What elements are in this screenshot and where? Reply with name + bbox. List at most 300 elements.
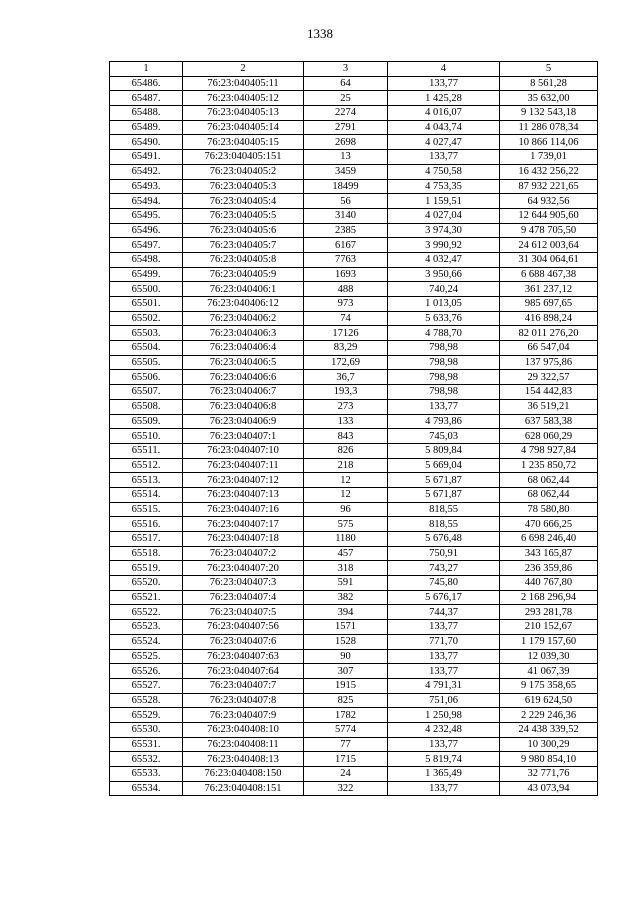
area-cell: 1528: [304, 634, 388, 649]
cadastral-number-cell: 76:23:040405:13: [183, 106, 304, 121]
table-row: [110, 223, 598, 238]
cadastral-value-cell: 43 073,94: [500, 781, 598, 796]
cadastral-value-cell: 82 011 276,20: [500, 326, 598, 341]
cadastral-value-cell: 416 898,24: [500, 311, 598, 326]
cadastral-number-cell: 76:23:040407:10: [183, 443, 304, 458]
cadastral-value-cell: 6 688 467,38: [500, 267, 598, 282]
cadastral-number-cell: 76:23:040407:63: [183, 649, 304, 664]
cadastral-value-cell: 1 739,01: [500, 150, 598, 165]
unit-value-cell: 5 669,04: [388, 458, 500, 473]
table-row: [110, 208, 598, 223]
area-cell: 96: [304, 502, 388, 517]
cadastral-number-cell: 76:23:040405:14: [183, 120, 304, 135]
row-number-cell: 65512.: [110, 458, 183, 473]
table-row: [110, 737, 598, 752]
table-row: [110, 752, 598, 767]
row-number-cell: 65518.: [110, 546, 183, 561]
unit-value-cell: 4 793,86: [388, 414, 500, 429]
row-number-cell: 65531.: [110, 737, 183, 752]
area-cell: 12: [304, 487, 388, 502]
area-cell: 394: [304, 605, 388, 620]
unit-value-cell: 1 159,51: [388, 194, 500, 209]
unit-value-cell: 5 633,76: [388, 311, 500, 326]
table-row: [110, 664, 598, 679]
area-cell: 6167: [304, 238, 388, 253]
area-cell: 1715: [304, 752, 388, 767]
table-row: [110, 546, 598, 561]
unit-value-cell: 818,55: [388, 502, 500, 517]
table-row: [110, 179, 598, 194]
unit-value-cell: 133,77: [388, 620, 500, 635]
row-number-cell: 65533.: [110, 767, 183, 782]
cadastral-number-cell: 76:23:040408:13: [183, 752, 304, 767]
cadastral-number-cell: 76:23:040405:6: [183, 223, 304, 238]
area-cell: 1782: [304, 708, 388, 723]
cadastral-value-cell: 10 866 114,06: [500, 135, 598, 150]
row-number-cell: 65498.: [110, 252, 183, 267]
row-number-cell: 65519.: [110, 561, 183, 576]
row-number-cell: 65494.: [110, 194, 183, 209]
cadastral-value-cell: 440 767,80: [500, 576, 598, 591]
unit-value-cell: 818,55: [388, 517, 500, 532]
area-cell: 457: [304, 546, 388, 561]
cadastral-number-cell: 76:23:040407:12: [183, 473, 304, 488]
area-cell: 7763: [304, 252, 388, 267]
cadastral-number-cell: 76:23:040407:8: [183, 693, 304, 708]
table-row: [110, 282, 598, 297]
unit-value-cell: 133,77: [388, 781, 500, 796]
cadastral-value-cell: 66 547,04: [500, 341, 598, 356]
row-number-cell: 65489.: [110, 120, 183, 135]
cadastral-number-cell: 76:23:040407:11: [183, 458, 304, 473]
table-row: [110, 341, 598, 356]
row-number-cell: 65526.: [110, 664, 183, 679]
cadastral-value-cell: 24 438 339,52: [500, 722, 598, 737]
cadastral-value-cell: 985 697,65: [500, 297, 598, 312]
cadastral-number-cell: 76:23:040406:12: [183, 297, 304, 312]
cadastral-value-cell: 8 561,28: [500, 76, 598, 91]
cadastral-number-cell: 76:23:040407:17: [183, 517, 304, 532]
cadastral-value-cell: 11 286 078,34: [500, 120, 598, 135]
unit-value-cell: 133,77: [388, 664, 500, 679]
cadastral-value-cell: 12 039,30: [500, 649, 598, 664]
unit-value-cell: 133,77: [388, 649, 500, 664]
table-row: [110, 576, 598, 591]
cadastral-value-cell: 2 229 246,36: [500, 708, 598, 723]
cadastral-value-cell: 236 359,86: [500, 561, 598, 576]
table-row: [110, 414, 598, 429]
cadastral-value-cell: 637 583,38: [500, 414, 598, 429]
table-row: [110, 517, 598, 532]
unit-value-cell: 4 027,04: [388, 208, 500, 223]
table-row: [110, 399, 598, 414]
area-cell: 25: [304, 91, 388, 106]
cadastral-value-cell: 2 168 296,94: [500, 590, 598, 605]
area-cell: 2385: [304, 223, 388, 238]
row-number-cell: 65486.: [110, 76, 183, 91]
row-number-cell: 65524.: [110, 634, 183, 649]
cadastral-number-cell: 76:23:040406:8: [183, 399, 304, 414]
cadastral-value-cell: 78 580,80: [500, 502, 598, 517]
table-row: [110, 238, 598, 253]
table-row: [110, 297, 598, 312]
row-number-cell: 65495.: [110, 208, 183, 223]
row-number-cell: 65490.: [110, 135, 183, 150]
unit-value-cell: 743,27: [388, 561, 500, 576]
cadastral-value-cell: 293 281,78: [500, 605, 598, 620]
area-cell: 322: [304, 781, 388, 796]
column-header: 1: [110, 62, 183, 77]
row-number-cell: 65530.: [110, 722, 183, 737]
unit-value-cell: 745,03: [388, 429, 500, 444]
unit-value-cell: 1 425,28: [388, 91, 500, 106]
row-number-cell: 65522.: [110, 605, 183, 620]
unit-value-cell: 133,77: [388, 150, 500, 165]
table-row: [110, 487, 598, 502]
cadastral-number-cell: 76:23:040408:150: [183, 767, 304, 782]
row-number-cell: 65487.: [110, 91, 183, 106]
cadastral-number-cell: 76:23:040407:5: [183, 605, 304, 620]
table-row: [110, 326, 598, 341]
cadastral-number-cell: 76:23:040406:6: [183, 370, 304, 385]
unit-value-cell: 5 676,17: [388, 590, 500, 605]
cadastral-value-cell: 36 519,21: [500, 399, 598, 414]
table-row: [110, 135, 598, 150]
area-cell: 973: [304, 297, 388, 312]
cadastral-number-cell: 76:23:040405:5: [183, 208, 304, 223]
unit-value-cell: 4 750,58: [388, 164, 500, 179]
table-row: [110, 311, 598, 326]
area-cell: 218: [304, 458, 388, 473]
cadastral-number-cell: 76:23:040405:2: [183, 164, 304, 179]
cadastral-value-cell: 16 432 256,22: [500, 164, 598, 179]
unit-value-cell: 740,24: [388, 282, 500, 297]
area-cell: 13: [304, 150, 388, 165]
cadastral-value-cell: 1 235 850,72: [500, 458, 598, 473]
table-row: [110, 473, 598, 488]
table-row: [110, 532, 598, 547]
table-row: [110, 781, 598, 796]
cadastral-value-cell: 12 644 905,60: [500, 208, 598, 223]
row-number-cell: 65527.: [110, 678, 183, 693]
row-number-cell: 65501.: [110, 297, 183, 312]
area-cell: 382: [304, 590, 388, 605]
row-number-cell: 65517.: [110, 532, 183, 547]
cadastral-number-cell: 76:23:040406:4: [183, 341, 304, 356]
table-row: [110, 443, 598, 458]
unit-value-cell: 5 809,84: [388, 443, 500, 458]
unit-value-cell: 744,37: [388, 605, 500, 620]
table-row: [110, 561, 598, 576]
cadastral-number-cell: 76:23:040407:18: [183, 532, 304, 547]
cadastral-number-cell: 76:23:040406:3: [183, 326, 304, 341]
row-number-cell: 65493.: [110, 179, 183, 194]
cadastral-value-cell: 10 300,29: [500, 737, 598, 752]
row-number-cell: 65509.: [110, 414, 183, 429]
cadastral-value-table: [109, 61, 598, 796]
table-row: [110, 355, 598, 370]
cadastral-number-cell: 76:23:040407:7: [183, 678, 304, 693]
cadastral-value-cell: 24 612 003,64: [500, 238, 598, 253]
cadastral-value-cell: 619 624,50: [500, 693, 598, 708]
unit-value-cell: 745,80: [388, 576, 500, 591]
table-row: [110, 120, 598, 135]
unit-value-cell: 5 676,48: [388, 532, 500, 547]
cadastral-value-cell: 137 975,86: [500, 355, 598, 370]
unit-value-cell: 4 016,07: [388, 106, 500, 121]
page-number: 1338: [307, 26, 333, 41]
row-number-cell: 65510.: [110, 429, 183, 444]
row-number-cell: 65521.: [110, 590, 183, 605]
area-cell: 843: [304, 429, 388, 444]
cadastral-number-cell: 76:23:040405:7: [183, 238, 304, 253]
cadastral-value-cell: 35 632,00: [500, 91, 598, 106]
cadastral-value-cell: 361 237,12: [500, 282, 598, 297]
area-cell: 575: [304, 517, 388, 532]
row-number-cell: 65513.: [110, 473, 183, 488]
table-row: [110, 649, 598, 664]
area-cell: 133: [304, 414, 388, 429]
row-number-cell: 65492.: [110, 164, 183, 179]
row-number-cell: 65491.: [110, 150, 183, 165]
cadastral-number-cell: 76:23:040408:151: [183, 781, 304, 796]
area-cell: 56: [304, 194, 388, 209]
cadastral-value-cell: 6 698 246,40: [500, 532, 598, 547]
table-row: [110, 634, 598, 649]
area-cell: 83,29: [304, 341, 388, 356]
row-number-cell: 65525.: [110, 649, 183, 664]
cadastral-value-cell: 41 067,39: [500, 664, 598, 679]
cadastral-number-cell: 76:23:040407:20: [183, 561, 304, 576]
unit-value-cell: 5 671,87: [388, 473, 500, 488]
row-number-cell: 65529.: [110, 708, 183, 723]
area-cell: 273: [304, 399, 388, 414]
table-row: [110, 252, 598, 267]
table-row: [110, 150, 598, 165]
area-cell: 307: [304, 664, 388, 679]
table-body: [110, 76, 598, 796]
table-row: [110, 164, 598, 179]
cadastral-number-cell: 76:23:040406:5: [183, 355, 304, 370]
area-cell: 1693: [304, 267, 388, 282]
row-number-cell: 65500.: [110, 282, 183, 297]
area-cell: 2274: [304, 106, 388, 121]
cadastral-number-cell: 76:23:040405:151: [183, 150, 304, 165]
cadastral-value-cell: 470 666,25: [500, 517, 598, 532]
cadastral-number-cell: 76:23:040407:64: [183, 664, 304, 679]
cadastral-number-cell: 76:23:040407:6: [183, 634, 304, 649]
area-cell: 825: [304, 693, 388, 708]
area-cell: 64: [304, 76, 388, 91]
cadastral-value-cell: 31 304 064,61: [500, 252, 598, 267]
area-cell: 90: [304, 649, 388, 664]
unit-value-cell: 750,91: [388, 546, 500, 561]
unit-value-cell: 798,98: [388, 370, 500, 385]
row-number-cell: 65507.: [110, 385, 183, 400]
cadastral-value-cell: 9 175 358,65: [500, 678, 598, 693]
cadastral-number-cell: 76:23:040407:3: [183, 576, 304, 591]
area-cell: 5774: [304, 722, 388, 737]
table-row: [110, 605, 598, 620]
cadastral-value-cell: 68 062,44: [500, 487, 598, 502]
table-row: [110, 693, 598, 708]
table-row: [110, 708, 598, 723]
cadastral-number-cell: 76:23:040407:16: [183, 502, 304, 517]
row-number-cell: 65523.: [110, 620, 183, 635]
cadastral-value-cell: 64 932,56: [500, 194, 598, 209]
area-cell: 1571: [304, 620, 388, 635]
table-row: [110, 458, 598, 473]
cadastral-value-cell: 87 932 221,65: [500, 179, 598, 194]
area-cell: 488: [304, 282, 388, 297]
cadastral-value-cell: 32 771,76: [500, 767, 598, 782]
cadastral-value-cell: 29 322,57: [500, 370, 598, 385]
unit-value-cell: 798,98: [388, 385, 500, 400]
cadastral-value-cell: 9 478 705,50: [500, 223, 598, 238]
cadastral-number-cell: 76:23:040405:15: [183, 135, 304, 150]
area-cell: 591: [304, 576, 388, 591]
row-number-cell: 65502.: [110, 311, 183, 326]
cadastral-number-cell: 76:23:040405:4: [183, 194, 304, 209]
column-header: 2: [183, 62, 304, 77]
area-cell: 3140: [304, 208, 388, 223]
unit-value-cell: 1 250,98: [388, 708, 500, 723]
cadastral-number-cell: 76:23:040406:7: [183, 385, 304, 400]
unit-value-cell: 4 791,31: [388, 678, 500, 693]
unit-value-cell: 3 974,30: [388, 223, 500, 238]
unit-value-cell: 4 032,47: [388, 252, 500, 267]
row-number-cell: 65504.: [110, 341, 183, 356]
area-cell: 193,3: [304, 385, 388, 400]
table-row: [110, 502, 598, 517]
row-number-cell: 65520.: [110, 576, 183, 591]
table-row: [110, 194, 598, 209]
row-number-cell: 65515.: [110, 502, 183, 517]
table-row: [110, 91, 598, 106]
cadastral-value-cell: 210 152,67: [500, 620, 598, 635]
table-row: [110, 678, 598, 693]
unit-value-cell: 771,70: [388, 634, 500, 649]
unit-value-cell: 751,06: [388, 693, 500, 708]
cadastral-number-cell: 76:23:040408:10: [183, 722, 304, 737]
cadastral-number-cell: 76:23:040407:1: [183, 429, 304, 444]
cadastral-number-cell: 76:23:040406:2: [183, 311, 304, 326]
area-cell: 1180: [304, 532, 388, 547]
row-number-cell: 65503.: [110, 326, 183, 341]
area-cell: 17126: [304, 326, 388, 341]
row-number-cell: 65511.: [110, 443, 183, 458]
row-number-cell: 65534.: [110, 781, 183, 796]
area-cell: 18499: [304, 179, 388, 194]
unit-value-cell: 4 232,48: [388, 722, 500, 737]
table-row: [110, 385, 598, 400]
area-cell: 318: [304, 561, 388, 576]
cadastral-number-cell: 76:23:040407:9: [183, 708, 304, 723]
table-row: [110, 106, 598, 121]
row-number-cell: 65532.: [110, 752, 183, 767]
row-number-cell: 65516.: [110, 517, 183, 532]
table-row: [110, 722, 598, 737]
unit-value-cell: 5 671,87: [388, 487, 500, 502]
cadastral-value-cell: 628 060,29: [500, 429, 598, 444]
area-cell: 1915: [304, 678, 388, 693]
row-number-cell: 65514.: [110, 487, 183, 502]
cadastral-number-cell: 76:23:040405:9: [183, 267, 304, 282]
row-number-cell: 65528.: [110, 693, 183, 708]
row-number-cell: 65508.: [110, 399, 183, 414]
unit-value-cell: 4 788,70: [388, 326, 500, 341]
area-cell: 12: [304, 473, 388, 488]
unit-value-cell: 3 950,66: [388, 267, 500, 282]
unit-value-cell: 798,98: [388, 355, 500, 370]
unit-value-cell: 3 990,92: [388, 238, 500, 253]
cadastral-number-cell: 76:23:040405:12: [183, 91, 304, 106]
table-row: [110, 267, 598, 282]
cadastral-number-cell: 76:23:040407:56: [183, 620, 304, 635]
cadastral-value-cell: 1 179 157,60: [500, 634, 598, 649]
area-cell: 2698: [304, 135, 388, 150]
unit-value-cell: 4 753,35: [388, 179, 500, 194]
unit-value-cell: 133,77: [388, 76, 500, 91]
column-header: 3: [304, 62, 388, 77]
cadastral-number-cell: 76:23:040407:2: [183, 546, 304, 561]
area-cell: 77: [304, 737, 388, 752]
area-cell: 74: [304, 311, 388, 326]
cadastral-number-cell: 76:23:040406:9: [183, 414, 304, 429]
unit-value-cell: 4 027,47: [388, 135, 500, 150]
cadastral-value-cell: 4 798 927,84: [500, 443, 598, 458]
area-cell: 2791: [304, 120, 388, 135]
row-number-cell: 65496.: [110, 223, 183, 238]
unit-value-cell: 1 365,49: [388, 767, 500, 782]
cadastral-number-cell: 76:23:040405:11: [183, 76, 304, 91]
area-cell: 826: [304, 443, 388, 458]
cadastral-value-cell: 68 062,44: [500, 473, 598, 488]
row-number-cell: 65505.: [110, 355, 183, 370]
cadastral-number-cell: 76:23:040406:1: [183, 282, 304, 297]
unit-value-cell: 133,77: [388, 737, 500, 752]
cadastral-number-cell: 76:23:040405:3: [183, 179, 304, 194]
column-header: 4: [388, 62, 500, 77]
table-row: [110, 620, 598, 635]
area-cell: 3459: [304, 164, 388, 179]
area-cell: 36,7: [304, 370, 388, 385]
unit-value-cell: 1 013,05: [388, 297, 500, 312]
table-row: [110, 767, 598, 782]
cadastral-value-cell: 9 980 854,10: [500, 752, 598, 767]
row-number-cell: 65497.: [110, 238, 183, 253]
table-header-row: [110, 62, 598, 77]
unit-value-cell: 798,98: [388, 341, 500, 356]
cadastral-number-cell: 76:23:040407:4: [183, 590, 304, 605]
table-row: [110, 370, 598, 385]
area-cell: 24: [304, 767, 388, 782]
row-number-cell: 65506.: [110, 370, 183, 385]
unit-value-cell: 133,77: [388, 399, 500, 414]
area-cell: 172,69: [304, 355, 388, 370]
cadastral-number-cell: 76:23:040407:13: [183, 487, 304, 502]
row-number-cell: 65499.: [110, 267, 183, 282]
cadastral-value-cell: 343 165,87: [500, 546, 598, 561]
row-number-cell: 65488.: [110, 106, 183, 121]
table-row: [110, 429, 598, 444]
cadastral-number-cell: 76:23:040405:8: [183, 252, 304, 267]
cadastral-value-cell: 9 132 543,18: [500, 106, 598, 121]
table-row: [110, 76, 598, 91]
unit-value-cell: 4 043,74: [388, 120, 500, 135]
unit-value-cell: 5 819,74: [388, 752, 500, 767]
cadastral-number-cell: 76:23:040408:11: [183, 737, 304, 752]
